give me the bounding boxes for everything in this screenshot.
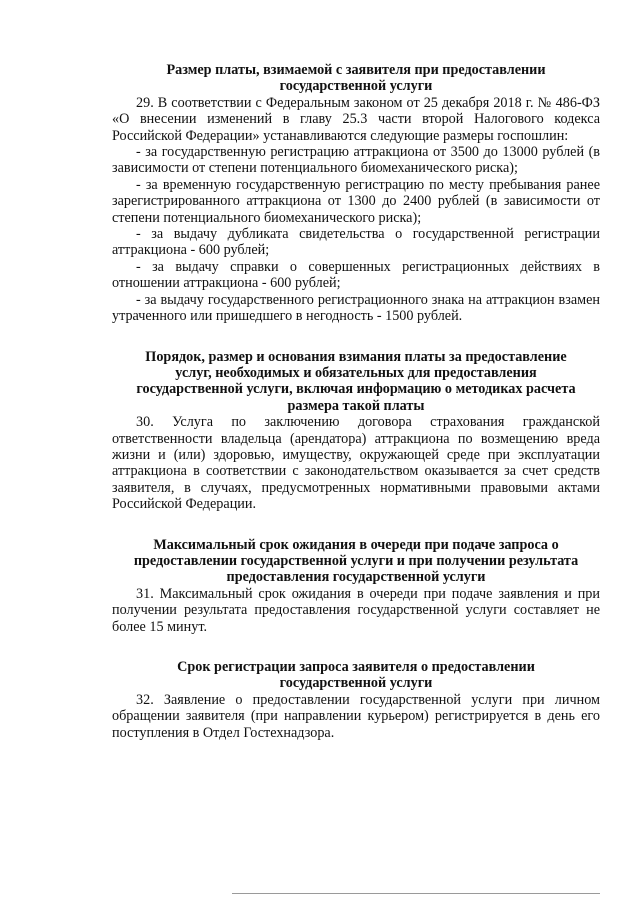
section-request-registration bbox=[112, 659, 600, 741]
section-heading-line: государственной услуги bbox=[279, 675, 433, 692]
section-heading-line: Срок регистрации запроса заявителя о предоставлении bbox=[177, 659, 535, 675]
section-queue-wait-time bbox=[112, 537, 600, 635]
paragraph: 30. Услуга по заключению договора страхования гражданской ответственности владельца (арендатора) аттракциона по возмещению вреда жизни и (или) здоровью, имуществу, окружающей среде при эксплуатации аттракциона в соответствии с законодательством оказывается за счет средств заявителя, в случаях, предусмотренных нормативными правовыми актами Российской Федерации. bbox=[112, 414, 600, 513]
list-item: - за выдачу справки о совершенных регистрационных действиях в отношении аттракциона - 600 рублей; bbox=[112, 258, 600, 292]
section-spacer bbox=[112, 513, 600, 537]
section-fee-amount bbox=[112, 62, 600, 325]
list-item: - за выдачу государственного регистрационного знака на аттракцион взамен утраченного или пришедшего в негодность - 1500 рублей. bbox=[112, 291, 600, 325]
section-heading-line: размера такой платы bbox=[287, 397, 425, 414]
section-heading-line: Максимальный срок ожидания в очереди при подаче запроса о bbox=[153, 536, 559, 553]
section-heading-line: Порядок, размер и основания взимания платы за предоставление bbox=[145, 348, 567, 365]
section-heading-line: Размер платы, взимаемой с заявителя при предоставлении bbox=[166, 62, 546, 78]
list-item: - за государственную регистрацию аттракциона от 3500 до 13000 рублей (в зависимости от степени потенциального биомеханического риска); bbox=[112, 144, 600, 177]
section-related-services-fee bbox=[112, 349, 600, 513]
section-heading-line: государственной услуги, включая информацию о методиках расчета bbox=[136, 381, 576, 398]
section-heading-line: услуг, необходимых и обязательных для предоставления bbox=[175, 364, 537, 381]
section-heading-line: государственной услуги bbox=[279, 78, 433, 95]
section-spacer bbox=[112, 635, 600, 659]
document-body bbox=[112, 62, 600, 741]
paragraph: 29. В соответствии с Федеральным законом от 25 декабря 2018 г. № 486-ФЗ «О внесении изменений в главу 25.3 части второй Налогового кодекса Российской Федерации» устанавливаются следующие размеры госпошлин: bbox=[112, 94, 600, 144]
paragraph: 32. Заявление о предоставлении государственной услуги при личном обращении заявителя (при направлении курьером) регистрируется в день его поступления в Отдел Гостехнадзора. bbox=[112, 691, 600, 741]
section-spacer bbox=[112, 325, 600, 349]
footer-divider bbox=[232, 893, 600, 894]
list-item: - за временную государственную регистрацию по месту пребывания ранее зарегистрированного аттракциона от 1300 до 2400 рублей (в зависимости от степени потенциального биомеханического риска); bbox=[112, 176, 600, 226]
section-heading-line: предоставлении государственной услуги и при получении результата bbox=[133, 552, 579, 569]
section-heading-line: предоставления государственной услуги bbox=[226, 569, 486, 586]
list-item: - за выдачу дубликата свидетельства о государственной регистрации аттракциона - 600 рублей; bbox=[112, 226, 600, 259]
paragraph: 31. Максимальный срок ожидания в очереди при подаче заявления и при получении результата предоставления государственной услуги составляет не более 15 минут. bbox=[112, 585, 600, 635]
